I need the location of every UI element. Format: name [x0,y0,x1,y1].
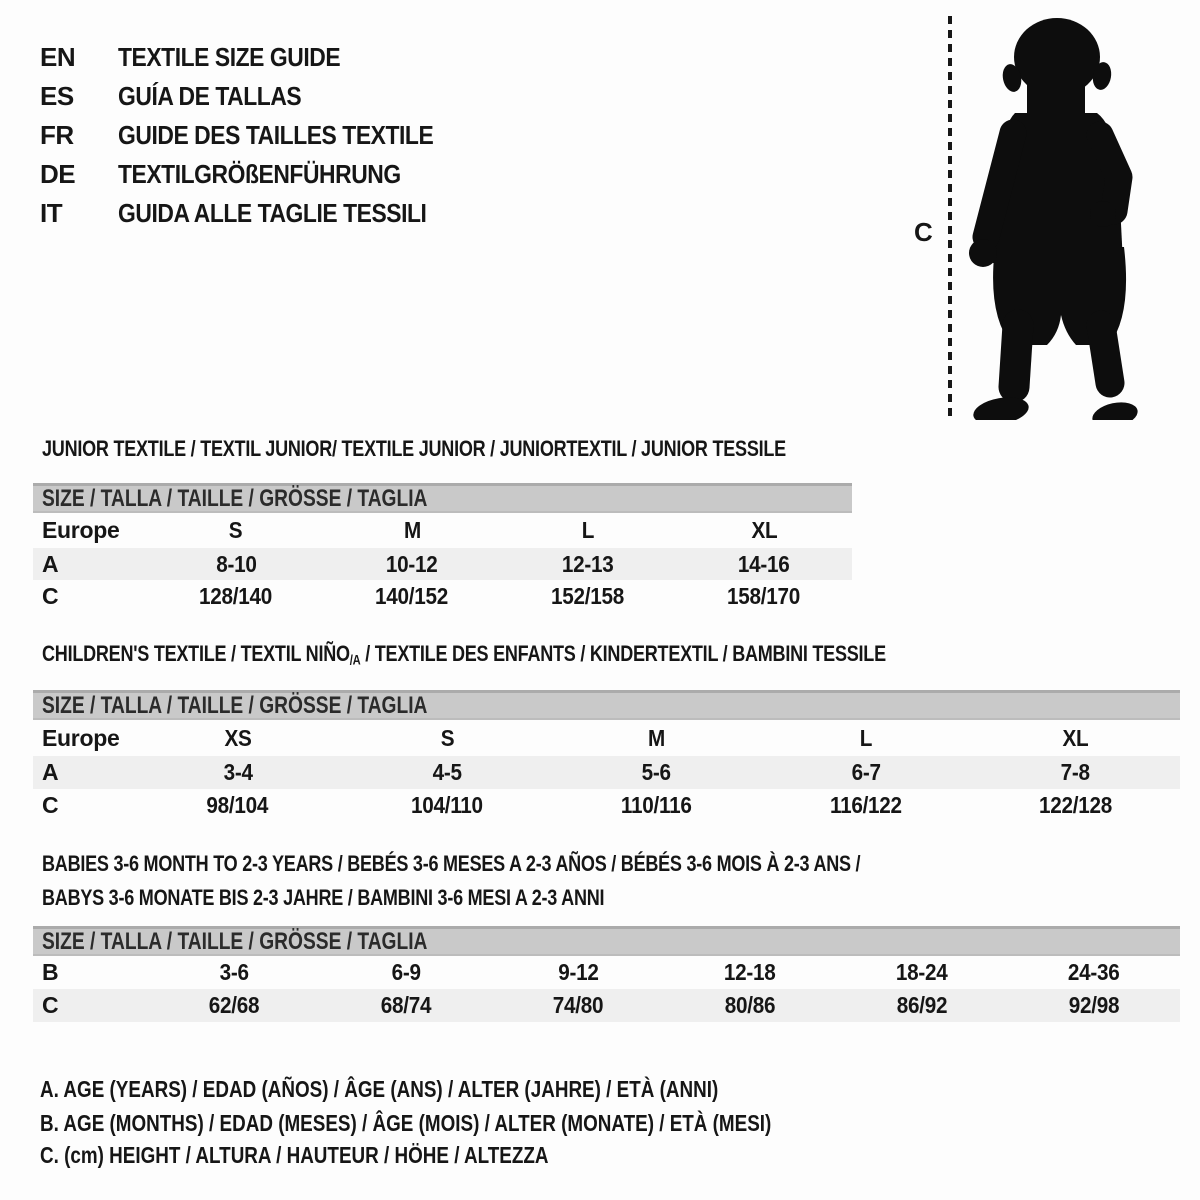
value-cell: 98/104 [206,792,269,818]
value-cell: 140/152 [375,583,449,609]
junior-table-title: JUNIOR TEXTILE / TEXTIL JUNIOR/ TEXTILE JUNIOR / JUNIORTEXTIL / JUNIOR TESSILE [42,436,786,461]
value-cell: 86/92 [896,992,948,1018]
table-row [33,956,1180,989]
junior-size-header: SIZE / TALLA / TAILLE / GRÖSSE / TAGLIA [33,483,852,513]
language-code: EN [40,42,76,72]
value-cell: 158/170 [727,583,801,609]
babies-size-header: SIZE / TALLA / TAILLE / GRÖSSE / TAGLIA [33,926,1180,956]
junior-table [33,483,852,613]
language-title: GUIDE DES TAILLES TEXTILE [118,120,434,150]
height-measure-label: C [914,217,933,247]
value-cell: 116/122 [830,792,902,818]
children-table-title: CHILDREN'S TEXTILE / TEXTIL $NIÑO_{/A}$ / TEXTILE DES ENFANTS / KINDERTEXTIL / BAMBINI TESSILE [42,641,886,668]
language-row-en [40,38,476,77]
value-cell: 92/98 [1068,992,1120,1018]
table-row [33,789,1180,822]
size-cell: L [581,517,595,543]
language-list [40,38,476,233]
value-cell: 122/128 [1038,792,1112,818]
height-measure-dashed-line [948,16,952,416]
table-row [33,513,852,548]
row-label: Europe [42,517,120,543]
table-row [33,989,1180,1022]
row-label: C [42,992,59,1018]
value-cell: 152/158 [551,583,625,609]
value-cell: 14-16 [738,550,790,577]
value-cell: 128/140 [199,583,273,609]
value-cell: 18-24 [896,959,948,985]
babies-table-title-line2: BABYS 3-6 MONATE BIS 2-3 JAHRE / BAMBINI 3-6 MESI A 2-3 ANNI [42,885,605,910]
language-code: DE [40,159,76,189]
value-cell: 8-10 [215,550,257,577]
value-cell: 7-8 [1060,759,1090,785]
row-label: A [42,759,59,785]
value-cell: 4-5 [432,759,462,785]
language-title: GUIDA ALLE TAGLIE TESSILI [118,198,427,228]
size-cell: XS [224,724,252,751]
value-cell: 3-4 [223,759,253,785]
value-cell: 5-6 [641,759,672,785]
language-row-de [40,155,476,194]
size-cell: S [440,724,454,751]
language-code: ES [40,81,74,111]
language-code: FR [40,120,74,150]
value-cell: 9-12 [557,959,599,985]
value-cell: 12-18 [724,959,776,985]
legend-height-cm: C. (cm) HEIGHT / ALTURA / HAUTEUR / HÖHE / ALTEZZA [40,1142,549,1168]
table-row [33,756,1180,789]
table-row [33,580,852,613]
language-title: TEXTILE SIZE GUIDE [118,42,341,72]
language-title: GUÍA DE TALLAS [118,81,302,111]
size-cell: M [648,724,665,751]
value-cell: 10-12 [386,550,438,577]
value-cell: 80/86 [724,992,776,1018]
value-cell: 6-9 [391,959,421,985]
value-cell: 24-36 [1068,959,1120,985]
size-cell: XL [1062,724,1089,751]
legend-age-months: B. AGE (MONTHS) / EDAD (MESES) / ÂGE (MOIS) / ALTER (MONATE) / ETÀ (MESI) [40,1110,772,1136]
row-label: B [42,959,59,985]
row-label: C [42,792,59,818]
row-label: Europe [42,724,120,751]
value-cell: 110/116 [621,792,692,818]
size-cell: L [859,724,873,751]
language-row-es [40,77,476,116]
language-code: IT [40,198,63,228]
value-cell: 3-6 [219,959,249,985]
value-cell: 62/68 [208,992,260,1018]
row-label: C [42,583,59,609]
babies-table-title-line1: BABIES 3-6 MONTH TO 2-3 YEARS / BEBÉS 3-6 MESES A 2-3 AÑOS / BÉBÉS 3-6 MOIS À 2-3 ANS / [42,851,861,876]
babies-table [33,926,1180,1022]
value-cell: 6-7 [851,759,881,785]
size-cell: M [403,517,421,543]
children-table [33,690,1180,822]
toddler-silhouette-image [955,15,1145,420]
children-size-header: SIZE / TALLA / TAILLE / GRÖSSE / TAGLIA [33,690,1180,720]
legend-age-years: A. AGE (YEARS) / EDAD (AÑOS) / ÂGE (ANS) / ALTER (JAHRE) / ETÀ (ANNI) [40,1076,719,1102]
value-cell: 74/80 [552,992,604,1018]
table-row [33,548,852,580]
row-label: A [42,550,59,577]
value-cell: 68/74 [380,992,432,1018]
language-row-fr [40,116,476,155]
value-cell: 104/110 [411,792,484,818]
value-cell: 12-13 [562,550,614,577]
language-title: TEXTILGRÖßENFÜHRUNG [118,159,401,189]
size-cell: S [229,517,243,543]
language-row-it [40,194,476,233]
table-row [33,720,1180,756]
size-cell: XL [751,517,777,543]
